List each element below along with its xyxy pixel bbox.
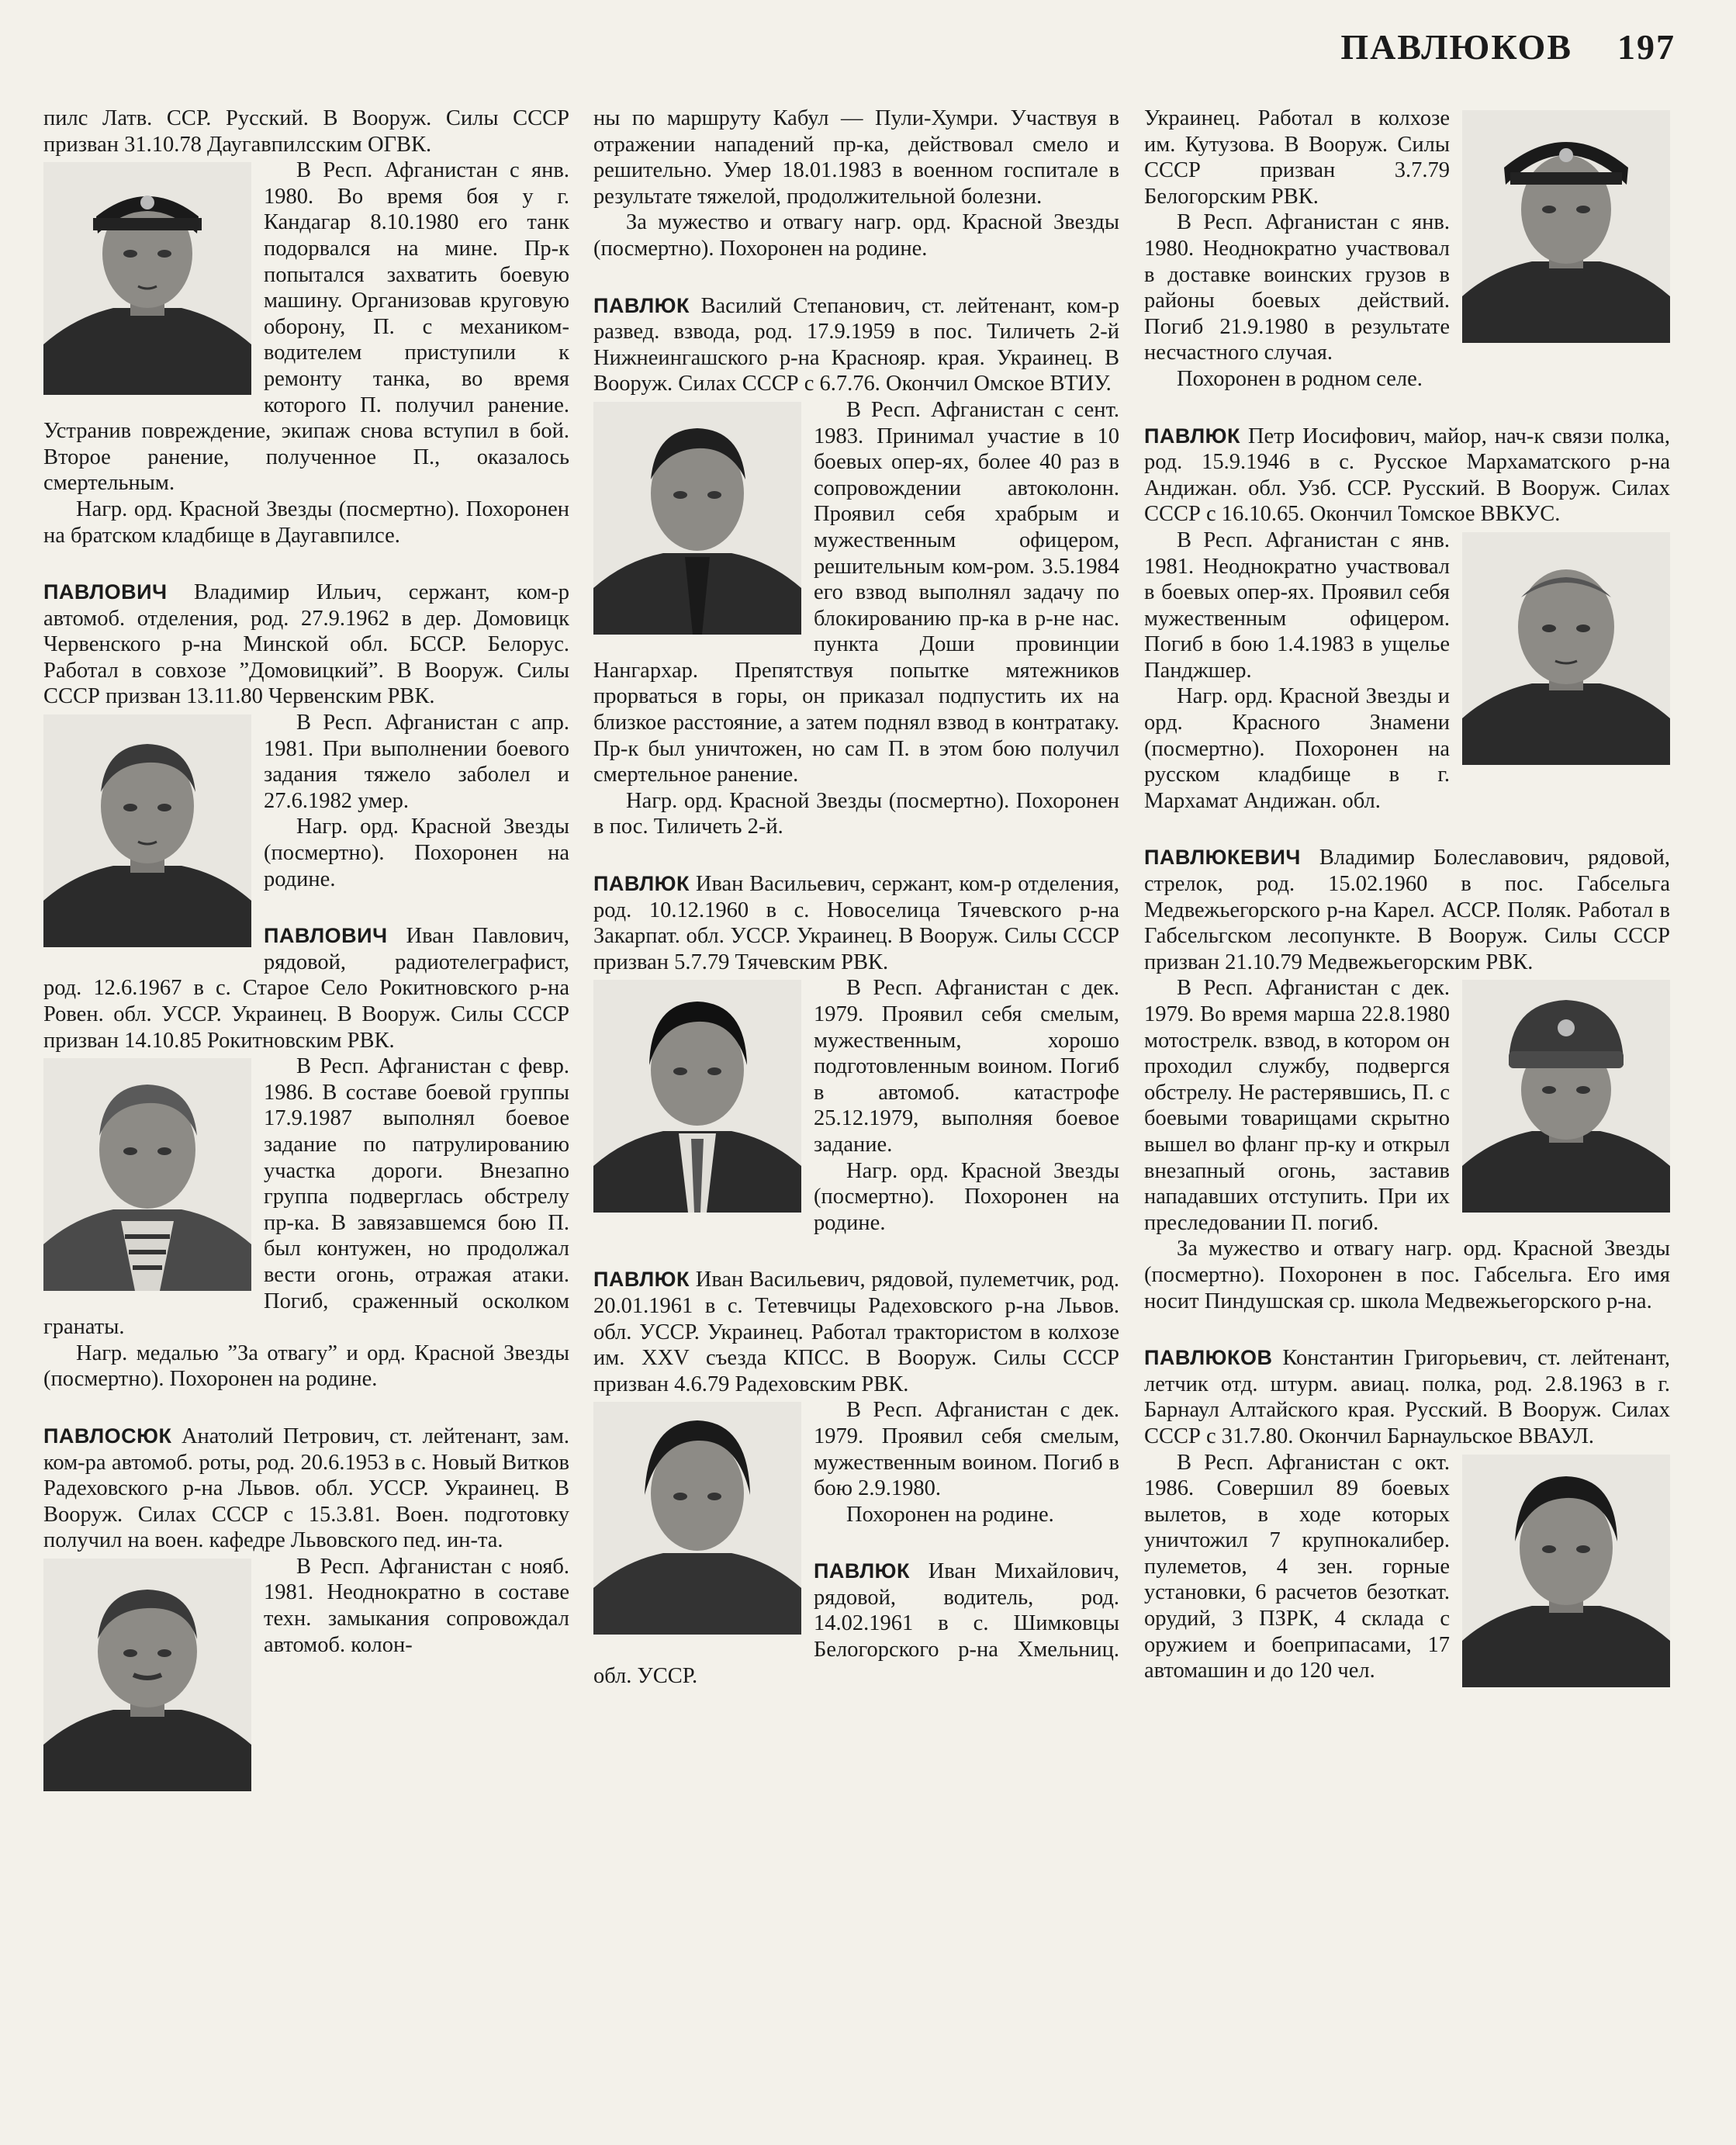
entry-surname: ПАВЛЮК: [814, 1559, 910, 1583]
entry-service-text: В Респ. Афганистан с сент. 1983. Принимал участие в 10 боевых опер-ях, более 40 раз в сопровождении автоколонн. Проявил себя храбрым и мужественным офицером, решительным ком-ром. 3.5.1984 его взвод выполнял задачу по блокированию пр-ка в р-не нас. пункта Доши провинции Нангархар. Препятствуя попытке мятежников прорваться в горы, он приказал подпустить их на близкое расстояние, а затем поднял взвод в контратаку. Пр-к был уничтожен, но сам П. в этом бою получил смертельное ранение.: [593, 397, 1119, 787]
entry-intro: Василий Степанович, ст. лейтенант, ком-р развед. взвода, род. 17.9.1959 в пос. Тиличеть 2-й Нижнеингашского р-на Краснояр. края. Украинец. В Вооруж. Силах СССР с 6.7.76. Окончил Омское ВТИУ.: [593, 293, 1119, 396]
entry-pavlyukov: [1144, 1345, 1670, 1684]
entry-award-text: Нагр. орд. Красной Звезды (посмертно). Похоронен на родине.: [264, 815, 569, 891]
entry-service-text: В Респ. Афганистан с дек. 1979. Проявил себя смелым, мужественным воином. Погиб в бою 2.9.1980.: [814, 1398, 1119, 1501]
entry-intro: Петр Иосифович, майор, нач-к связи полка, род. 15.9.1946 в с. Русское Мархаматского р-на Андижан. обл. Узб. ССР. Русский. В Вооруж. Силах СССР с 16.10.65. Окончил Томское ВВКУС.: [1144, 424, 1670, 527]
column-right: [1144, 106, 1670, 1690]
entry-continued: [43, 106, 569, 548]
entry-surname: ПАВЛЮК: [593, 293, 690, 317]
entry-service-text: В Респ. Афганистан с окт. 1986. Совершил 89 боевых вылетов, в ходе которых уничтожил 7 крупнокалибер. пулеметов, 4 зен. горные установки, 6 расчетов безоткат. орудий, 3 ПЗРК, 4 склада с оружием и боеприпасами, 17 автомашин и до 120 чел.: [1144, 1450, 1450, 1683]
entry-text: ны по маршруту Кабул — Пули-Хумри. Участвуя в отражении нападений пр-ка, действовал смело и решительно. Умер 18.01.1983 в военном госпитале в результате тяжелой, продолжительной болезни.: [593, 106, 1119, 209]
entry-pavlovich-ivan: [43, 923, 569, 1393]
entry-service-text: В Респ. Афганистан с янв. 1980. Во время боя у г. Кандагар 8.10.1980 его танк подорвался на мине. Пр-к попытался захватить боевую машину. Организовав круговую оборону, П. с механиком-водителем приступили к ремонту танка, во время которого П. получил ранение. Устранив повреждение, экипаж снова вступил в бой. Второе ранение, полученное П., оказалось смертельным.: [43, 158, 569, 496]
portrait-photo: [43, 1058, 251, 1291]
entry-award-text: Нагр. медалью ”За отвагу” и орд. Красной Звезды (посмертно). Похоронен на родине.: [43, 1341, 569, 1392]
entry-pavlyukevich: [1144, 845, 1670, 1314]
entry-continued: [593, 106, 1119, 262]
entry-surname: ПАВЛЮК: [1144, 424, 1240, 448]
column-middle: [593, 106, 1119, 1689]
entry-surname: ПАВЛОСЮК: [43, 1424, 172, 1448]
running-header: [1340, 26, 1675, 67]
entry-pavlyuk-ivan-sergeant: [593, 871, 1119, 1236]
entry-surname: ПАВЛЮКОВ: [1144, 1346, 1273, 1370]
entry-service-text: В Респ. Афганистан с февр. 1986. В составе боевой группы 17.9.1987 выполнял боевое задание по патрулированию участка дороги. Внезапно группа подверглась обстрелу пр-ка. В завязавшемся бою П. был контужен, но продолжал вести огонь, отражая атаки. Погиб, сраженный осколком гранаты.: [43, 1054, 569, 1340]
entry-award-text: Нагр. орд. Красной Звезды (посмертно). Похоронен на родине.: [814, 1158, 1119, 1235]
portrait-photo: [43, 162, 251, 395]
entry-intro: Владимир Ильич, сержант, ком-р автомоб. отделения, род. 27.9.1962 в дер. Домовицк Червенского р-на Минской обл. БССР. Белорус. Работал в совхозе ”Домовицкий”. В Вооруж. Силы СССР призван 13.11.80 Червенским РВК.: [43, 580, 569, 709]
entry-surname: ПАВЛЮКЕВИЧ: [1144, 846, 1301, 870]
entry-intro: Константин Григорьевич, ст. лейтенант, летчик отд. штурм. авиац. полка, род. 2.8.1963 в г. Барнаул Алтайского края. Русский. В Вооруж. Силах СССР с 31.7.80. Окончил Барнаульское ВВАУЛ.: [1144, 1346, 1670, 1448]
entry-intro: Иван Павлович, рядовой, радиотелеграфист, род. 12.6.1967 в с. Старое Село Рокитновского р-на Ровен. обл. УССР. Украинец. В Вооруж. Силы СССР призван 14.10.85 Рокитновским РВК.: [43, 924, 569, 1053]
portrait-photo: [43, 1559, 251, 1791]
entry-award-text: Нагр. орд. Красной Звезды и орд. Красного Знамени (посмертно). Похоронен на русском кладбище в г. Мархамат Андижан. обл.: [1144, 684, 1450, 813]
entry-pavlyuk-vasiliy: [593, 293, 1119, 840]
entry-continued: [1144, 106, 1670, 393]
entry-award-text: Похоронен на родине.: [846, 1502, 1054, 1527]
entry-service-text: В Респ. Афганистан с дек. 1979. Проявил себя смелым, мужественным, хорошо подготовленным воином. Погиб в автомоб. катастрофе 25.12.1979, выполняя боевое задание.: [814, 976, 1119, 1157]
entry-service-text: В Респ. Афганистан с апр. 1981. При выполнении боевого задания тяжело заболел и 27.6.1982 умер.: [264, 711, 569, 813]
entry-intro: Анатолий Петрович, ст. лейтенант, зам. ком-ра автомоб. роты, род. 20.6.1953 в с. Новый Витков Радеховского р-на Львов. обл. УССР. Украинец. В Вооруж. Силах СССР с 15.3.81. Воен. подготовку получил на воен. кафедре Львовского пед. ин-та.: [43, 1424, 569, 1553]
entry-service-text: В Респ. Афганистан с янв. 1980. Неоднократно участвовал в доставке воинских грузов в районы боевых действий. Погиб 21.9.1980 в результате несчастного случая.: [1144, 210, 1450, 365]
entry-award-text: Нагр. орд. Красной Звезды (посмертно). Похоронен на братском кладбище в Даугавпилсе.: [43, 496, 569, 548]
entry-pavlosyuk: [43, 1424, 569, 1658]
page-number: 197: [1617, 27, 1675, 67]
entry-award-text: Похоронен в родном селе.: [1177, 366, 1423, 391]
entry-intro: Иван Васильевич, рядовой, пулеметчик, род. 20.01.1961 в с. Тетевчицы Радеховского р-на Львов. обл. УССР. Украинец. Работал трактористом в колхозе им. XXV съезда КПСС. В Вооруж. Силы СССР призван 4.6.79 Радеховским РВК.: [593, 1268, 1119, 1396]
header-surname: ПАВЛЮКОВ: [1340, 27, 1572, 67]
entry-award-text: За мужество и отвагу нагр. орд. Красной Звезды (посмертно). Похоронен в пос. Габсельга. Его имя носит Пиндушская ср. школа Медвежьегорского р-на.: [1144, 1237, 1670, 1313]
entry-intro: Иван Васильевич, сержант, ком-р отделения, род. 10.12.1960 в с. Новоселица Тячевского р-на Закарпат. обл. УССР. Украинец. В Вооруж. Силы СССР призван 5.7.79 Тячевским РВК.: [593, 872, 1119, 974]
entry-surname: ПАВЛОВИЧ: [43, 580, 168, 604]
entry-intro: Владимир Болеславович, рядовой, стрелок, род. 15.02.1960 в пос. Габсельга Медвежьегорского р-на Карел. АССР. Поляк. Работал в Габсельгском лесопункте. В Вооруж. Силы СССР призван 21.10.79 Медвежьегорским РВК.: [1144, 846, 1670, 974]
portrait-photo: [593, 402, 801, 635]
entry-service-text: В Респ. Афганистан с янв. 1981. Неоднократно участвовал в боевых опер-ях. Проявил себя мужественным офицером. Погиб в бою 1.4.1983 в ущелье Панджшер.: [1144, 528, 1450, 683]
entry-pavlovich-vladimir: [43, 579, 569, 892]
entry-surname: ПАВЛЮК: [593, 872, 690, 896]
entry-service-text: В Респ. Афганистан с нояб. 1981. Неоднократно в составе техн. замыкания сопровождал автомоб. колон-: [264, 1554, 569, 1657]
entry-text: пилс Латв. ССР. Русский. В Вооруж. Силы СССР призван 31.10.78 Даугавпилсским ОГВК.: [43, 106, 569, 157]
portrait-photo: [43, 714, 251, 947]
entry-pavlyuk-ivan-gunner: [593, 1267, 1119, 1527]
portrait-photo: [1462, 532, 1670, 765]
portrait-photo: [1462, 1455, 1670, 1687]
portrait-photo: [1462, 980, 1670, 1213]
entry-award-text: За мужество и отвагу нагр. орд. Красной Звезды (посмертно). Похоронен на родине.: [593, 210, 1119, 261]
entry-intro: Иван Михайлович, рядовой, водитель, род. 14.02.1961 в с. Шимковцы Белогорского р-на Хмельниц. обл. УССР.: [593, 1559, 1119, 1688]
entry-award-text: Нагр. орд. Красной Звезды (посмертно). Похоронен в пос. Тиличеть 2-й.: [593, 788, 1119, 839]
entry-pavlyuk-petr: [1144, 424, 1670, 815]
column-left: [43, 106, 569, 1794]
entry-service-text: В Респ. Афганистан с дек. 1979. Во время марша 22.8.1980 мотострелк. взвод, в котором он проходил службу, подвергся обстрелу. Не растерявшись, П. с боевыми товарищами скрытно вышел во фланг пр-ку и открыл внезапный огонь, заставив нападавших отступить. При их преследовании П. погиб.: [1144, 976, 1450, 1235]
entry-surname: ПАВЛОВИЧ: [264, 924, 388, 948]
entry-surname: ПАВЛЮК: [593, 1268, 690, 1292]
portrait-photo: [593, 1402, 801, 1635]
portrait-photo: [593, 980, 801, 1213]
entry-text: Украинец. Работал в колхозе им. Кутузова. В Вооруж. Силы СССР призван 3.7.79 Белогорским РВК.: [1144, 106, 1450, 209]
portrait-photo: [1462, 110, 1670, 343]
